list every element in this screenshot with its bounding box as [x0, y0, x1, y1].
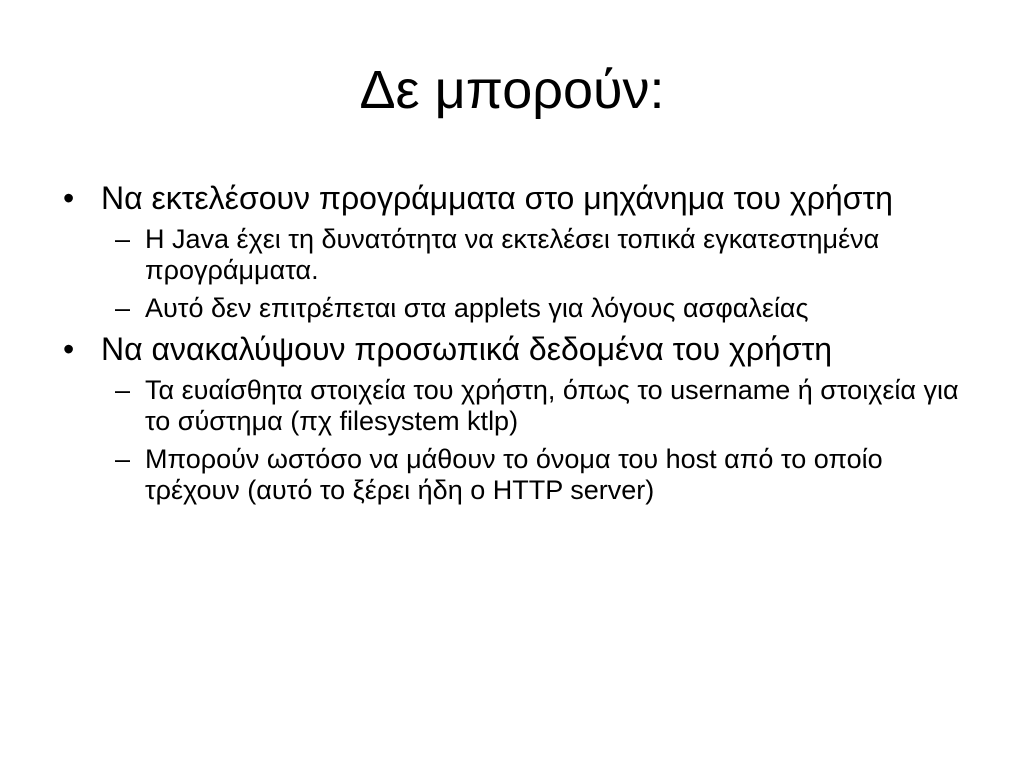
bullet-dot-icon: •: [63, 331, 75, 367]
bullet-item-level2: [55, 444, 975, 506]
bullet-text: Να εκτελέσουν προγράμματα στο μηχάνημα του χρήστη: [101, 180, 893, 216]
bullet-text: Αυτό δεν επιτρέπεται στα applets για λόγους ασφαλείας: [145, 293, 809, 323]
bullet-text: Να ανακαλύψουν προσωπικά δεδομένα του χρήστη: [101, 331, 833, 367]
bullet-item-level1: [55, 180, 975, 216]
bullet-item-level2: [55, 375, 975, 437]
bullet-item-level2: [55, 293, 975, 324]
dash-icon: –: [115, 224, 131, 254]
slide-title: Δε μπορούν:: [359, 60, 665, 120]
bullet-dot-icon: •: [63, 180, 75, 216]
bullet-list: [55, 180, 975, 513]
bullet-text: Τα ευαίσθητα στοιχεία του χρήστη, όπως το username ή στοιχεία για το σύστημα (πχ filesystem ktlp): [145, 375, 959, 436]
dash-icon: –: [115, 293, 131, 323]
dash-icon: –: [115, 375, 131, 405]
bullet-text: Μπορούν ωστόσο να μάθουν το όνομα του host από το οποίο τρέχουν (αυτό το ξέρει ήδη ο HTTP server): [145, 444, 883, 505]
dash-icon: –: [115, 444, 131, 474]
bullet-item-level1: [55, 331, 975, 367]
bullet-item-level2: [55, 224, 975, 286]
bullet-text: Η Java έχει τη δυνατότητα να εκτελέσει τοπικά εγκατεστημένα προγράμματα.: [145, 224, 880, 285]
